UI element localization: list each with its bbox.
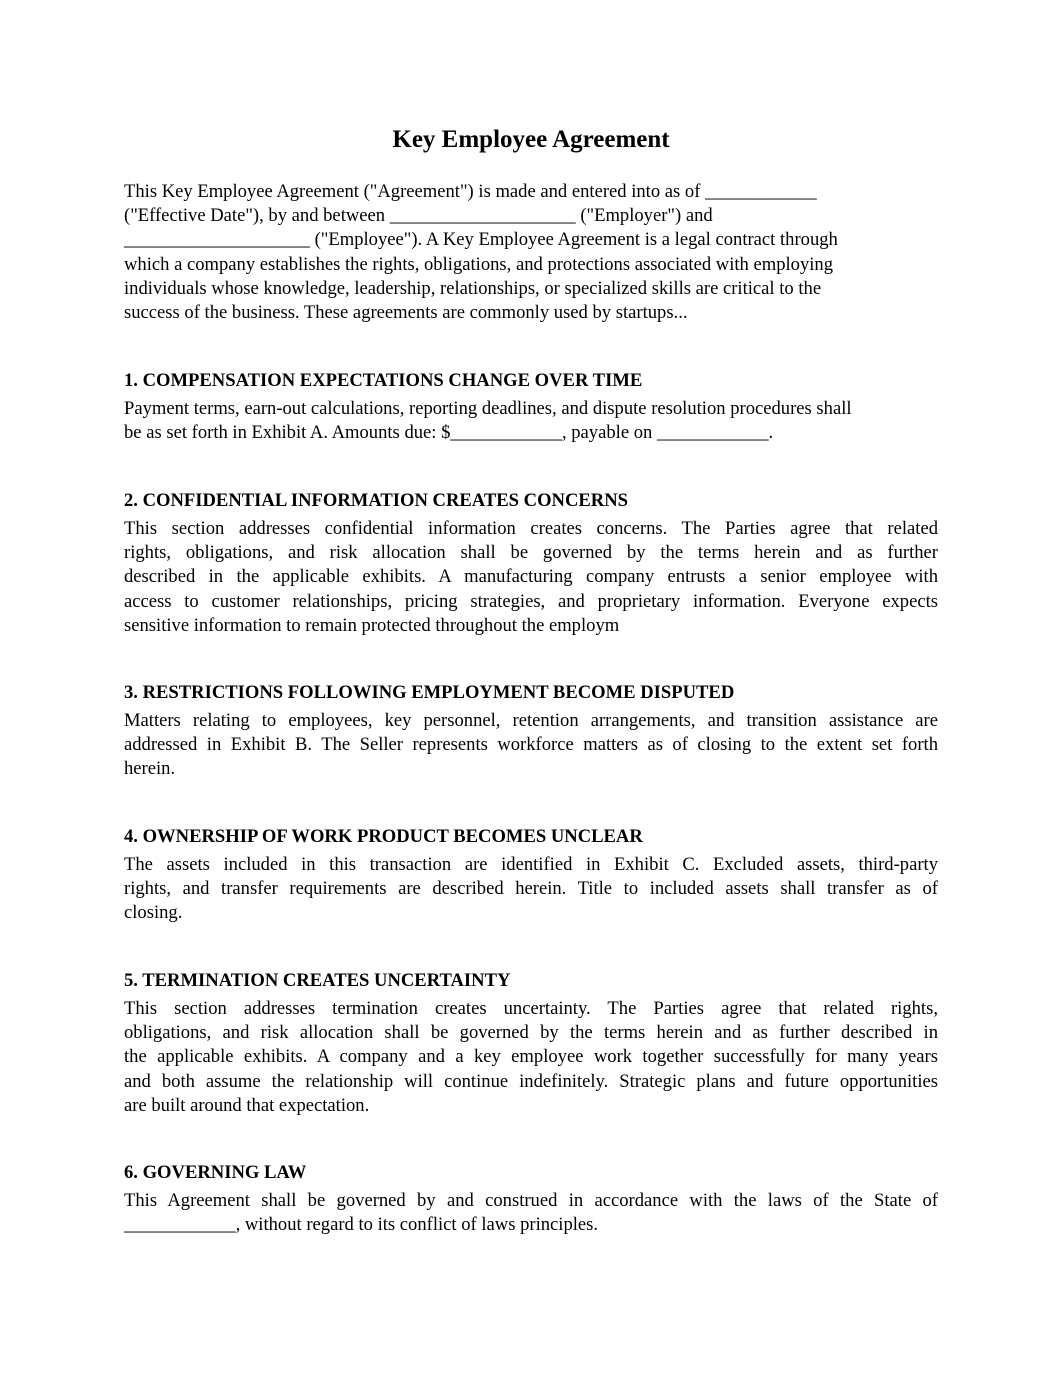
intro-line: ____________________ ("Employee"). A Key Employee Agreement is a legal contract through <box>124 229 838 251</box>
section-line: closing. <box>124 902 183 924</box>
section-heading: 4. OWNERSHIP OF WORK PRODUCT BECOMES UNCLEAR <box>124 826 643 847</box>
section-line: The assets included in this transaction are identified in Exhibit C. Excluded assets, third-party <box>124 854 938 875</box>
intro-line: success of the business. These agreements are commonly used by startups... <box>124 302 688 324</box>
section-line: addressed in Exhibit B. The Seller represents workforce matters as of closing to the extent set forth <box>124 734 938 756</box>
section-body <box>124 997 938 1118</box>
section-line: described in the applicable exhibits. A manufacturing company entrusts a senior employee with <box>124 566 938 588</box>
section-line: This Agreement shall be governed by and construed in accordance with the laws of the State of <box>124 1190 938 1211</box>
section-line: are built around that expectation. <box>124 1094 370 1116</box>
section-line: the applicable exhibits. A company and a key employee work together successfully for many years <box>124 1046 938 1068</box>
section-line: sensitive information to remain protected throughout the employm <box>124 614 620 636</box>
section-line: This section addresses termination creates uncertainty. The Parties agree that related rights, <box>124 998 938 1019</box>
section-line: Matters relating to employees, key personnel, retention arrangements, and transition assistance are <box>124 710 938 731</box>
section-line: access to customer relationships, pricing strategies, and proprietary information. Everyone expects <box>124 590 938 612</box>
section-heading: 3. RESTRICTIONS FOLLOWING EMPLOYMENT BECOME DISPUTED <box>124 682 735 703</box>
section-body <box>124 397 938 445</box>
intro-paragraph <box>124 180 938 325</box>
section-body <box>124 853 938 926</box>
section-heading: 2. CONFIDENTIAL INFORMATION CREATES CONCERNS <box>124 490 628 511</box>
section-line: obligations, and risk allocation shall be governed by the terms herein and as further described in <box>124 1022 938 1044</box>
section-body <box>124 709 938 782</box>
section-heading: 6. GOVERNING LAW <box>124 1162 307 1183</box>
intro-line: This Key Employee Agreement ("Agreement") is made and entered into as of ____________ <box>124 181 817 202</box>
intro-line: individuals whose knowledge, leadership, relationships, or specialized skills are critical to the <box>124 277 822 299</box>
section-line: ____________, without regard to its conflict of laws principles. <box>124 1214 599 1236</box>
section-line: rights, obligations, and risk allocation shall be governed by the terms herein and as further <box>124 542 938 564</box>
section-body <box>124 1189 938 1237</box>
section-line: This section addresses confidential information creates concerns. The Parties agree that related <box>124 518 938 539</box>
intro-line: which a company establishes the rights, obligations, and protections associated with employing <box>124 253 834 275</box>
section-body <box>124 517 938 638</box>
section-line: be as set forth in Exhibit A. Amounts due: $____________, payable on ____________. <box>124 422 774 444</box>
document-title: Key Employee Agreement <box>392 126 670 153</box>
section-heading: 5. TERMINATION CREATES UNCERTAINTY <box>124 970 511 991</box>
intro-line: ("Effective Date"), by and between ____________________ ("Employer") and <box>124 205 713 227</box>
section-line: and both assume the relationship will continue indefinitely. Strategic plans and future opportunities <box>124 1070 938 1092</box>
section-line: Payment terms, earn-out calculations, reporting deadlines, and dispute resolution procedures shall <box>124 398 852 419</box>
section-line: herein. <box>124 758 176 780</box>
section-heading: 1. COMPENSATION EXPECTATIONS CHANGE OVER TIME <box>124 370 643 391</box>
section-line: rights, and transfer requirements are described herein. Title to included assets shall transfer as of <box>124 878 938 900</box>
